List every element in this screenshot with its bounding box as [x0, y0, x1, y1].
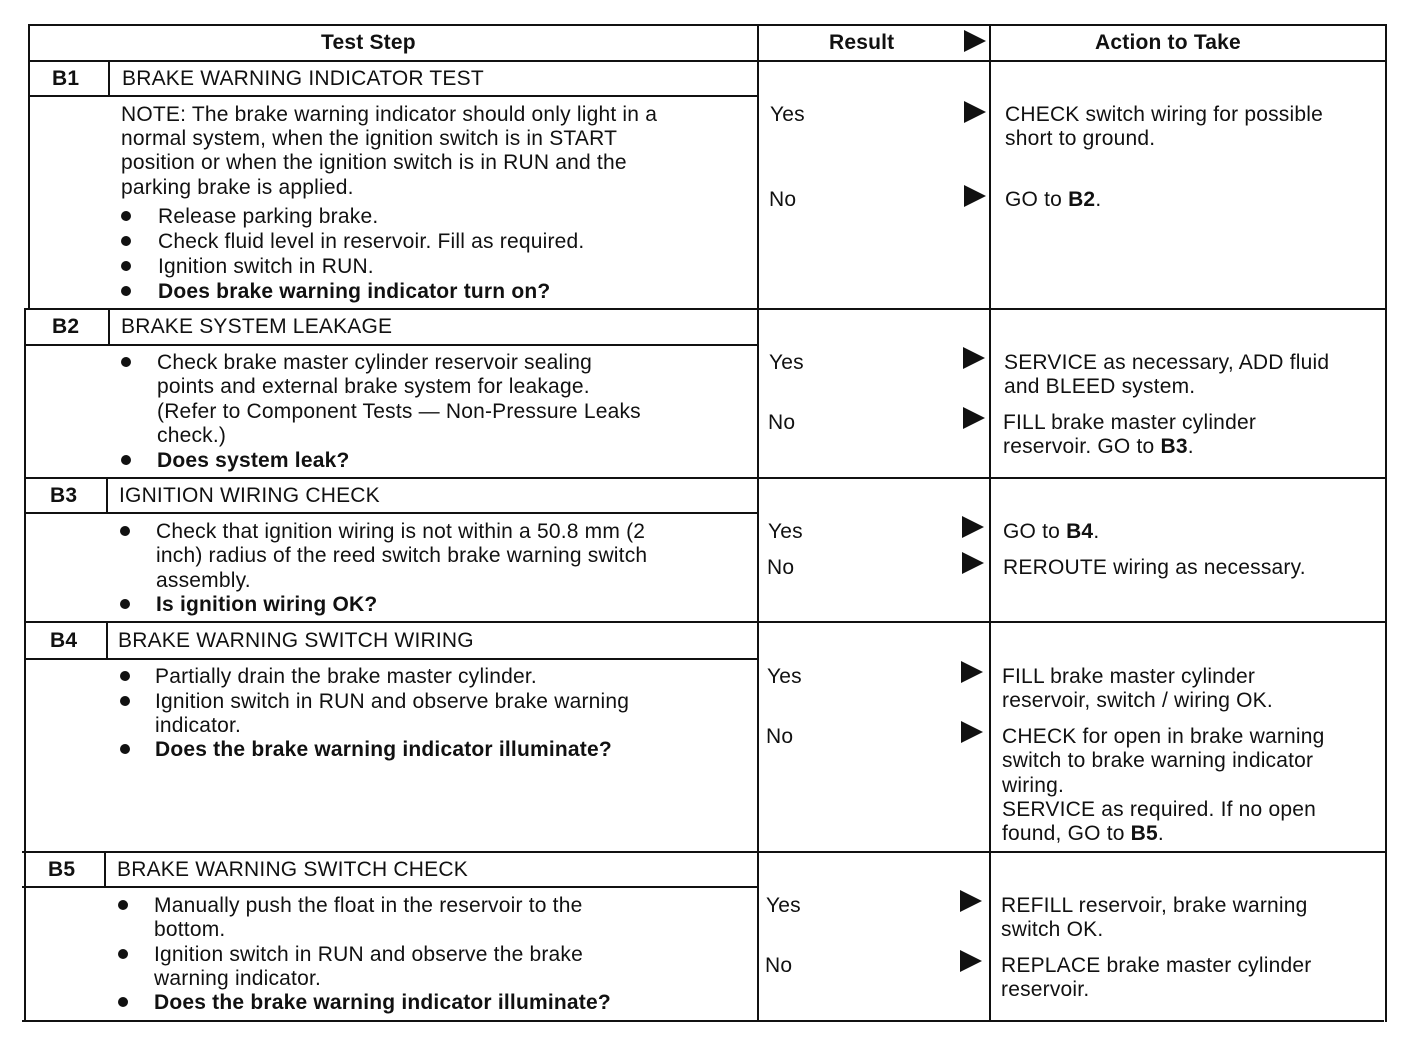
step-id: B5	[48, 858, 76, 881]
step-instruction: indicator.	[155, 714, 242, 737]
action-text: CHECK switch wiring for possible	[1005, 103, 1323, 126]
action-text: FILL brake master cylinder	[1002, 665, 1256, 688]
bullet-icon	[120, 744, 130, 754]
step-title: BRAKE WARNING INDICATOR TEST	[122, 67, 484, 90]
bullet-icon	[118, 997, 128, 1007]
step-instruction: Check brake master cylinder reservoir sealing	[157, 351, 592, 374]
action-text: REROUTE wiring as necessary.	[1003, 556, 1306, 579]
bullet-icon	[118, 900, 128, 910]
step-reference: B4	[1066, 520, 1094, 543]
action-text: reservoir.	[1001, 978, 1090, 1001]
step-instruction: Manually push the float in the reservoir to the	[154, 894, 583, 917]
arrow-right-icon	[961, 721, 983, 743]
arrow-right-icon	[961, 661, 983, 683]
bullet-icon	[120, 526, 130, 536]
result-yes: Yes	[766, 894, 801, 917]
step-instruction: Check fluid level in reservoir. Fill as required.	[158, 230, 585, 253]
arrow-right-icon	[963, 347, 985, 369]
step-question: Does the brake warning indicator illuminate?	[154, 991, 611, 1014]
result-no: No	[768, 411, 796, 434]
step-instruction: bottom.	[154, 918, 226, 941]
arrow-right-icon	[964, 185, 986, 207]
action-text: GO to B4.	[1003, 520, 1100, 543]
result-column-divider	[757, 24, 759, 1022]
note-line: NOTE: The brake warning indicator should only light in a	[121, 103, 658, 126]
step-title: BRAKE WARNING SWITCH CHECK	[117, 858, 468, 881]
step-question: Is ignition wiring OK?	[156, 593, 378, 616]
step-reference: B2	[1068, 188, 1096, 211]
action-text: and BLEED system.	[1004, 375, 1196, 398]
step-reference: B3	[1160, 435, 1188, 458]
action-text: FILL brake master cylinder	[1003, 411, 1257, 434]
step-instruction: (Refer to Component Tests — Non-Pressure Leaks	[157, 400, 641, 423]
step-id: B3	[50, 484, 78, 507]
step-instruction: warning indicator.	[154, 967, 322, 990]
bullet-icon	[121, 236, 131, 246]
step-id: B4	[50, 629, 78, 652]
step-id: B2	[52, 315, 80, 338]
step-question: Does brake warning indicator turn on?	[158, 280, 551, 303]
bullet-icon	[120, 671, 130, 681]
result-yes: Yes	[768, 520, 803, 543]
table-border-top	[28, 24, 1386, 26]
step-instruction: Ignition switch in RUN and observe brake warning	[155, 690, 630, 713]
result-no: No	[767, 556, 795, 579]
id-separator	[106, 623, 108, 659]
header-action: Action to Take	[1095, 31, 1241, 54]
action-text: short to ground.	[1005, 127, 1156, 150]
action-text: reservoir. GO to B3.	[1003, 435, 1194, 458]
title-underline	[24, 512, 758, 514]
arrow-right-icon	[960, 890, 982, 912]
step-instruction: points and external brake system for leakage.	[157, 375, 590, 398]
step-title: BRAKE WARNING SWITCH WIRING	[118, 629, 474, 652]
action-text: SERVICE as necessary, ADD fluid	[1004, 351, 1330, 374]
bullet-icon	[120, 696, 130, 706]
step-question: Does system leak?	[157, 449, 350, 472]
action-text: found, GO to B5.	[1002, 822, 1164, 845]
arrow-right-icon	[960, 950, 982, 972]
step-question: Does the brake warning indicator illuminate?	[155, 738, 612, 761]
action-text: REPLACE brake master cylinder	[1001, 954, 1312, 977]
table-border-right	[1385, 24, 1387, 1022]
bullet-icon	[121, 211, 131, 221]
result-yes: Yes	[770, 103, 805, 126]
arrow-right-icon	[964, 101, 986, 123]
result-no: No	[766, 725, 794, 748]
result-yes: Yes	[769, 351, 804, 374]
header-result: Result	[829, 31, 895, 54]
title-underline	[28, 95, 758, 97]
title-underline	[26, 344, 758, 346]
action-text: SERVICE as required. If no open	[1002, 798, 1316, 821]
arrow-right-icon	[963, 407, 985, 429]
header-divider	[28, 60, 1386, 62]
arrow-right-icon	[962, 552, 984, 574]
bullet-icon	[121, 261, 131, 271]
step-instruction: check.)	[157, 424, 227, 447]
bullet-icon	[121, 286, 131, 296]
result-no: No	[765, 954, 793, 977]
action-text: REFILL reservoir, brake warning	[1001, 894, 1308, 917]
action-text: reservoir, switch / wiring OK.	[1002, 689, 1273, 712]
action-text: wiring.	[1002, 774, 1065, 797]
row-divider	[22, 851, 1386, 853]
bullet-icon	[120, 599, 130, 609]
action-column-divider	[989, 24, 991, 1022]
step-instruction: Check that ignition wiring is not within a 50.8 mm (2	[156, 520, 646, 543]
step-title: IGNITION WIRING CHECK	[119, 484, 380, 507]
step-instruction: Ignition switch in RUN.	[158, 255, 374, 278]
table-border-bottom	[22, 1020, 1384, 1022]
note-line: parking brake is applied.	[121, 176, 354, 199]
header-arrow-icon	[964, 30, 986, 52]
result-yes: Yes	[767, 665, 802, 688]
action-text: CHECK for open in brake warning	[1002, 725, 1325, 748]
action-text: GO to B2.	[1005, 188, 1102, 211]
arrow-right-icon	[962, 516, 984, 538]
title-underline	[24, 658, 758, 660]
table-border-left	[24, 308, 26, 1022]
step-instruction: Ignition switch in RUN and observe the brake	[154, 943, 584, 966]
header-test-step: Test Step	[321, 31, 416, 54]
result-no: No	[769, 188, 797, 211]
id-separator	[104, 853, 106, 887]
note-line: position or when the ignition switch is in RUN and the	[121, 151, 627, 174]
note-line: normal system, when the ignition switch is in START	[121, 127, 618, 150]
bullet-icon	[121, 357, 131, 367]
step-instruction: Release parking brake.	[158, 205, 379, 228]
step-instruction: inch) radius of the reed switch brake warning switch	[156, 544, 648, 567]
step-id: B1	[52, 67, 80, 90]
bullet-icon	[118, 949, 128, 959]
id-separator	[108, 310, 110, 345]
id-separator	[106, 479, 108, 513]
title-underline	[22, 886, 758, 888]
step-instruction: assembly.	[156, 569, 251, 592]
action-text: switch to brake warning indicator	[1002, 749, 1314, 772]
bullet-icon	[121, 455, 131, 465]
row-divider	[26, 308, 1386, 310]
step-reference: B5	[1130, 822, 1158, 845]
row-divider	[24, 621, 1386, 623]
row-divider	[24, 477, 1386, 479]
id-separator	[108, 62, 110, 96]
step-instruction: Partially drain the brake master cylinder.	[155, 665, 537, 688]
action-text: switch OK.	[1001, 918, 1104, 941]
step-title: BRAKE SYSTEM LEAKAGE	[121, 315, 393, 338]
table-border-left	[28, 24, 30, 310]
